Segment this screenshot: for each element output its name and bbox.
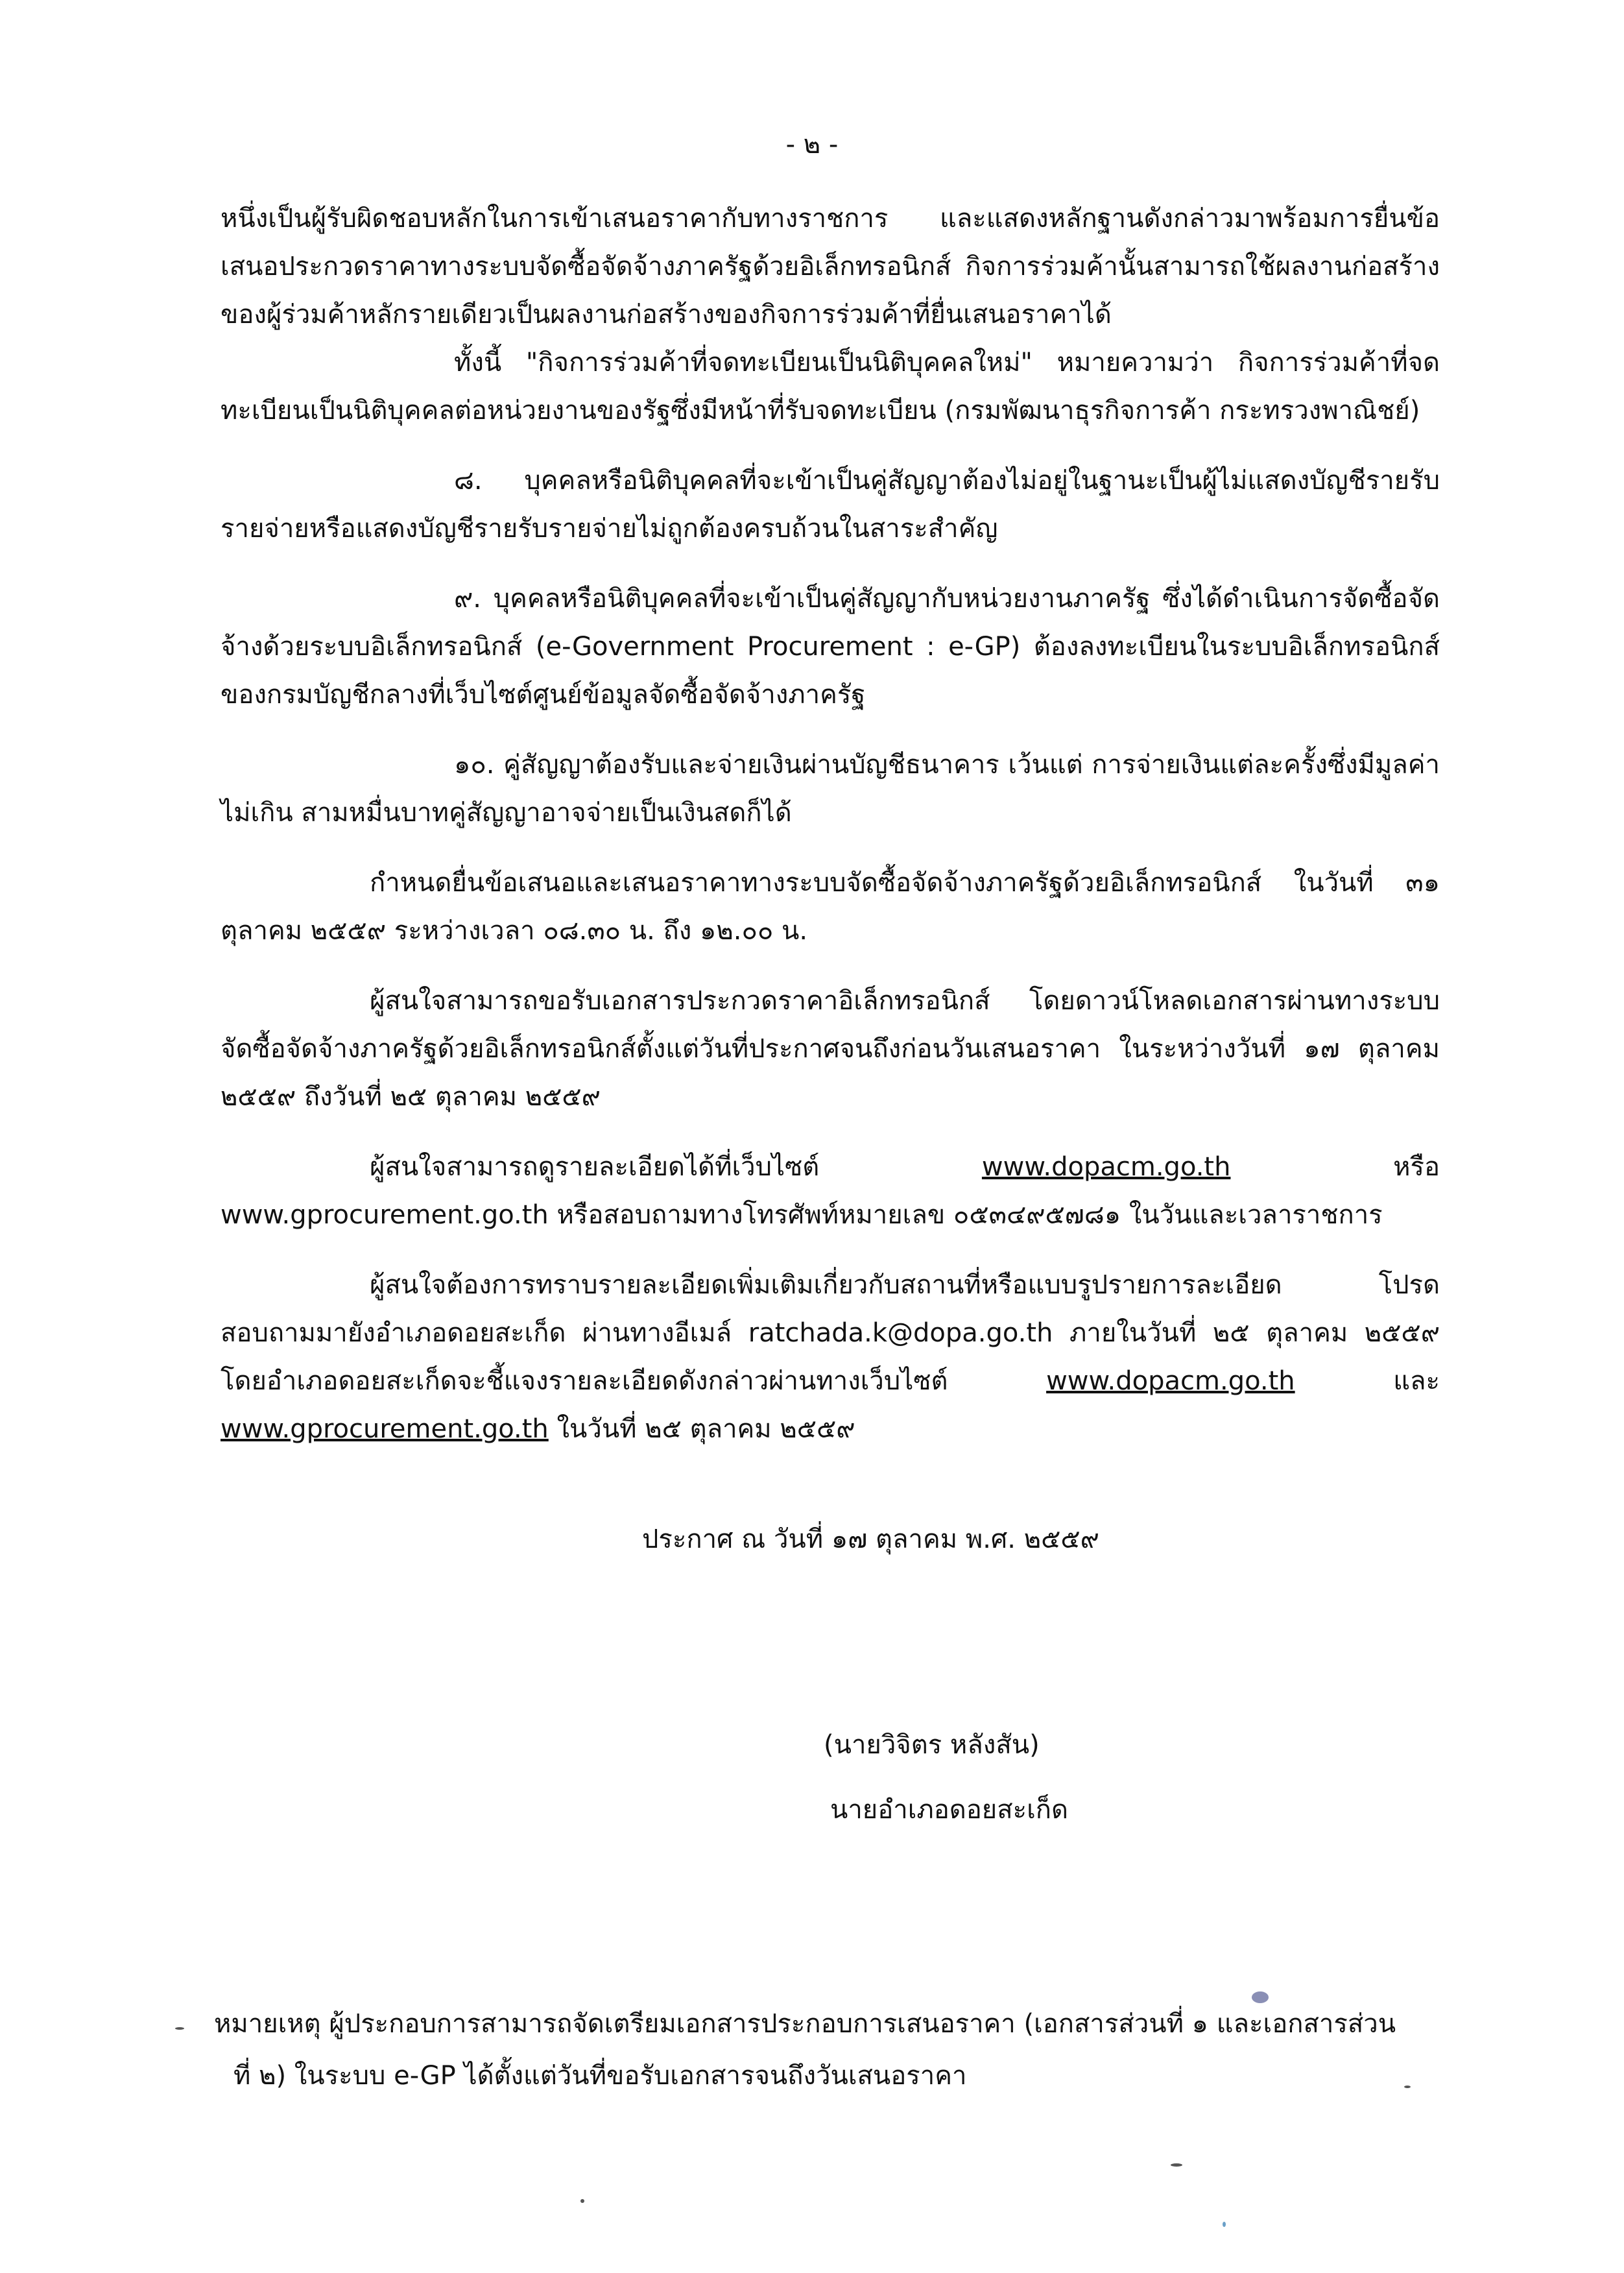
- signer-title: นายอำเภอดอยสะเก็ด: [830, 1795, 1068, 1825]
- dopacm-link-2[interactable]: www.dopacm.go.th: [1046, 1366, 1295, 1396]
- signer-name: (นายวิจิตร หลังสัน): [824, 1730, 1040, 1760]
- paragraph-item-10: ๑๐. คู่สัญญาต้องรับและจ่ายเงินผ่านบัญชีธนาคาร เว้นแต่ การจ่ายเงินแต่ละครั้งซึ่งมีมูลค่าไม่เกิน สามหมื่นบาทคู่สัญญาอาจจ่ายเป็นเงินสดก็ได้: [221, 750, 1440, 828]
- paragraph-item-9: ๙. บุคคลหรือนิติบุคคลที่จะเข้าเป็นคู่สัญญากับหน่วยงานภาครัฐ ซึ่งได้ดำเนินการจัดซื้อจัดจ้างด้วยระบบอิเล็กทรอนิกส์ (e-Government Procurement : e-GP) ต้องลงทะเบียนในระบบอิเล็กทรอนิกส์ของกรมบัญชีกลางที่เว็บไซต์ศูนย์ข้อมูลจัดซื้อจัดจ้างภาครัฐ: [221, 584, 1440, 710]
- inquiry-text-a: ผู้สนใจต้องการทราบรายละเอียดเพิ่มเติมเกี่ยวกับสถานที่หรือแบบรูปรายการละเอียด โปรดสอบถามมายังอำเภอดอยสะเก็ด ผ่านทางอีเมล์ ratchada.k@dopa.go.th ภายในวันที่ ๒๕ ตุลาคม ๒๕๕๙ โดยอำเภอดอยสะเก็ดจะชี้แจงรายละเอียดดังกล่าวผ่านทางเว็บไซต์: [221, 1270, 1440, 1396]
- dopacm-link[interactable]: www.dopacm.go.th: [981, 1152, 1231, 1182]
- paragraph-website: [221, 1143, 1440, 1239]
- gprocurement-link[interactable]: www.gprocurement.go.th: [221, 1414, 549, 1444]
- remark-line-1: หมายเหตุ ผู้ประกอบการสามารถจัดเตรียมเอกสารประกอบการเสนอราคา (เอกสารส่วนที่ ๑ และเอกสารส่วน: [214, 2009, 1396, 2039]
- scan-speck: [1223, 2222, 1226, 2227]
- website-text-b: หรือ www.gprocurement.go.th หรือสอบถามทางโทรศัพท์หมายเลข ๐๕๓๔๙๕๗๘๑ ในวันและเวลาราชการ: [221, 1152, 1440, 1230]
- remark-note: [214, 1998, 1446, 2102]
- scan-speck: [175, 2027, 184, 2030]
- announcement-body: [221, 195, 1440, 1453]
- page-number: - ๒ -: [785, 130, 839, 160]
- paragraph-download: ผู้สนใจสามารถขอรับเอกสารประกวดราคาอิเล็กทรอนิกส์ โดยดาวน์โหลดเอกสารผ่านทางระบบจัดซื้อจัดจ้างภาครัฐด้วยอิเล็กทรอนิกส์ตั้งแต่วันที่ประกาศจนถึงก่อนวันเสนอราคา ในระหว่างวันที่ ๑๗ ตุลาคม ๒๕๕๙ ถึงวันที่ ๒๕ ตุลาคม ๒๕๕๙: [221, 986, 1440, 1112]
- scan-speck: [1252, 1991, 1269, 2003]
- remark-line-2: ที่ ๒) ในระบบ e-GP ได้ตั้งแต่วันที่ขอรับเอกสารจนถึงวันเสนอราคา: [233, 2061, 967, 2091]
- paragraph-joint-venture: หนึ่งเป็นผู้รับผิดชอบหลักในการเข้าเสนอราคากับทางราชการ และแสดงหลักฐานดังกล่าวมาพร้อมการยื่นข้อเสนอประกวดราคาทางระบบจัดซื้อจัดจ้างภาครัฐด้วยอิเล็กทรอนิกส์ กิจการร่วมค้านั้นสามารถใช้ผลงานก่อสร้างของผู้ร่วมค้าหลักรายเดียวเป็นผลงานก่อสร้างของกิจการร่วมค้าที่ยื่นเสนอราคาได้: [221, 204, 1440, 330]
- inquiry-text-b: ในวันที่ ๒๕ ตุลาคม ๒๕๕๙: [548, 1414, 855, 1444]
- announcement-date: ประกาศ ณ วันที่ ๑๗ ตุลาคม พ.ศ. ๒๕๕๙: [642, 1524, 1099, 1554]
- scan-speck: [1404, 2086, 1411, 2088]
- scan-speck: [580, 2199, 584, 2203]
- paragraph-item-8: ๘. บุคคลหรือนิติบุคคลที่จะเข้าเป็นคู่สัญญาต้องไม่อยู่ในฐานะเป็นผู้ไม่แสดงบัญชีรายรับรายจ่ายหรือแสดงบัญชีรายรับรายจ่ายไม่ถูกต้องครบถ้วนในสาระสำคัญ: [221, 466, 1440, 544]
- inquiry-and: และ: [1295, 1366, 1440, 1396]
- scan-speck: [1171, 2163, 1182, 2167]
- paragraph-inquiry: [221, 1261, 1440, 1453]
- paragraph-deadline: กำหนดยื่นข้อเสนอและเสนอราคาทางระบบจัดซื้อจัดจ้างภาครัฐด้วยอิเล็กทรอนิกส์ ในวันที่ ๓๑ ตุลาคม ๒๕๕๙ ระหว่างเวลา ๐๘.๓๐ น. ถึง ๑๒.๐๐ น.: [221, 868, 1440, 946]
- signature-block: [824, 1713, 1068, 1842]
- website-text-a: ผู้สนใจสามารถดูรายละเอียดได้ที่เว็บไซต์: [370, 1152, 982, 1182]
- paragraph-definition: ทั้งนี้ "กิจการร่วมค้าที่จดทะเบียนเป็นนิติบุคคลใหม่" หมายความว่า กิจการร่วมค้าที่จดทะเบียนเป็นนิติบุคคลต่อหน่วยงานของรัฐซึ่งมีหน้าที่รับจดทะเบียน (กรมพัฒนาธุรกิจการค้า กระทรวงพาณิชย์): [221, 348, 1440, 426]
